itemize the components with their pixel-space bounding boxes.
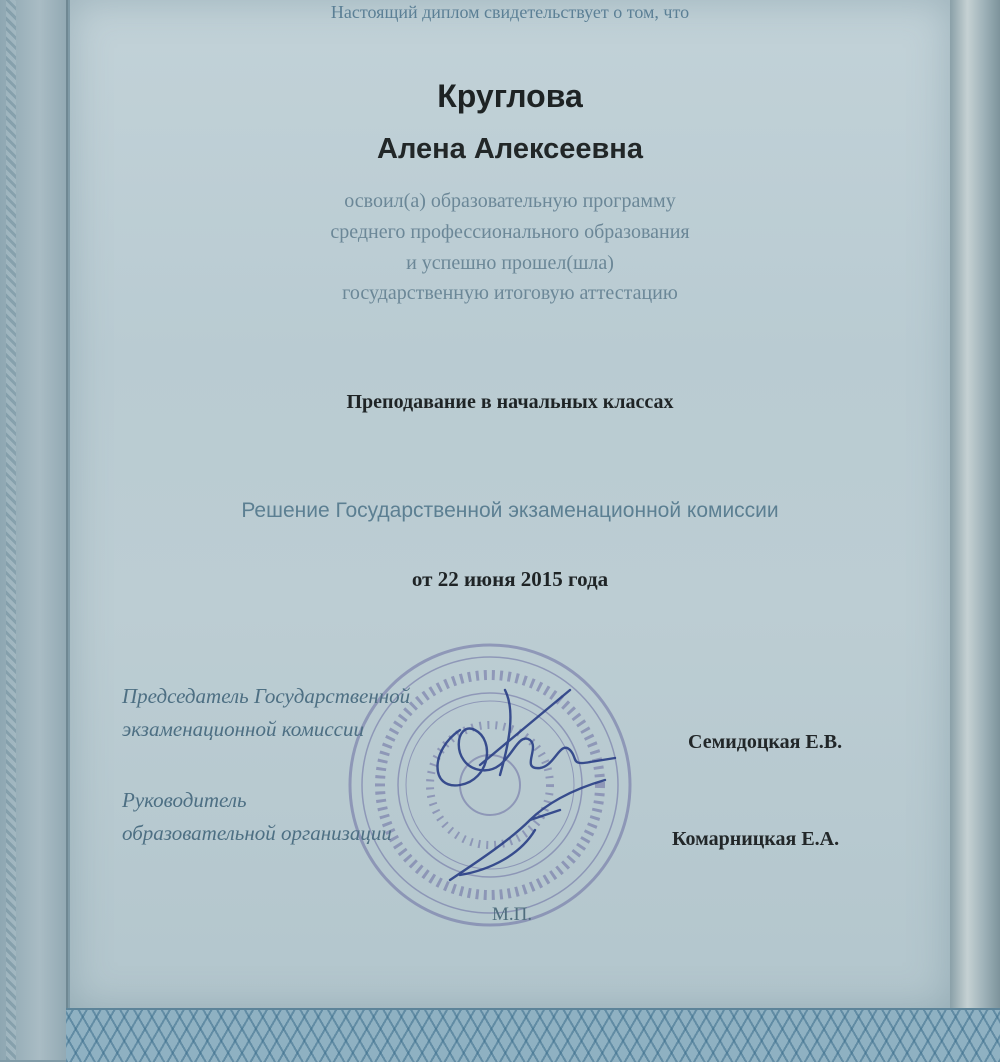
guilloche-border (66, 1008, 1000, 1062)
program-line-1: освоил(а) образовательную программу (344, 190, 676, 212)
head-role-line-2: образовательной организации (122, 821, 392, 845)
chair-role-line-1: Председатель Государственной (122, 684, 411, 708)
program-line-3: и успешно прошел(шла) (406, 252, 614, 274)
commission-decision: Решение Государственной экзаменационной комиссии (241, 499, 779, 522)
head-role-line-1: Руководитель (122, 788, 247, 812)
specialty-title: Преподавание в начальных классах (346, 391, 674, 413)
chair-name: Семидоцкая Е.В. (688, 731, 843, 753)
left-cover-flap (0, 0, 68, 1060)
head-name: Комарницкая Е.А. (672, 828, 840, 850)
decision-date: от 22 июня 2015 года (411, 567, 609, 591)
intro-text: Настоящий диплом свидетельствует о том, что (330, 2, 690, 22)
program-line-2: среднего профессионального образования (330, 221, 690, 243)
graduate-surname: Круглова (437, 78, 583, 114)
left-ornament (6, 0, 16, 1060)
program-line-4: государственную итоговую аттестацию (342, 282, 678, 304)
stamp-place-label: М.П. (492, 904, 533, 925)
chair-role-line-2: экзаменационной комиссии (122, 717, 364, 741)
right-page-edge (950, 0, 1000, 1060)
graduate-given-names: Алена Алексеевна (377, 133, 643, 165)
signature-icon (420, 670, 620, 900)
